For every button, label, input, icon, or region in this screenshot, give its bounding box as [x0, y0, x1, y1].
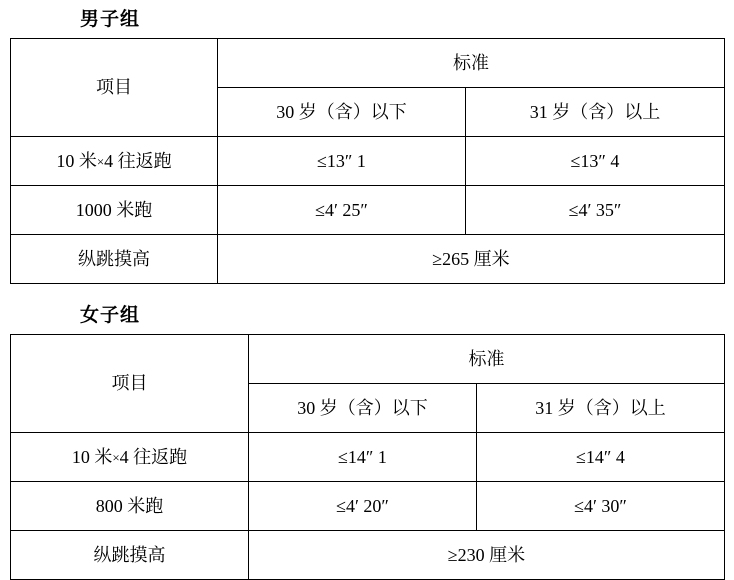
row-item-multiplier: × [112, 449, 120, 465]
mens-standards-table [10, 38, 725, 284]
header-age-group-2: 31 岁（含）以上 [466, 88, 725, 137]
row-value-merged: ≥230 厘米 [249, 531, 725, 580]
row-value-young: ≤4′ 25″ [218, 186, 466, 235]
table-header-row [11, 39, 725, 88]
header-item-cell: 项目 [11, 335, 249, 433]
table-row [11, 531, 725, 580]
row-item-suffix: 4 往返跑 [119, 446, 188, 467]
table-row [11, 235, 725, 284]
row-item-label: 800 米跑 [11, 482, 249, 531]
table-header-row [11, 335, 725, 384]
row-value-merged: ≥265 厘米 [218, 235, 725, 284]
row-item-label: 纵跳摸高 [11, 531, 249, 580]
row-value-old: ≤4′ 35″ [466, 186, 725, 235]
womens-group-section [0, 304, 734, 580]
row-item-suffix: 4 往返跑 [104, 150, 172, 171]
header-age-group-2: 31 岁（含）以上 [477, 384, 725, 433]
row-value-young: ≤4′ 20″ [249, 482, 477, 531]
row-item-prefix: 10 米 [71, 446, 113, 467]
table-row [11, 482, 725, 531]
row-value-old: ≤13″ 4 [466, 137, 725, 186]
mens-group-section [0, 8, 734, 284]
row-item-label: 1000 米跑 [11, 186, 218, 235]
row-value-young: ≤13″ 1 [218, 137, 466, 186]
header-standard-cell: 标准 [249, 335, 725, 384]
table-row [11, 186, 725, 235]
mens-group-title: 男子组 [80, 9, 141, 30]
header-item-cell: 项目 [11, 39, 218, 137]
header-standard-cell: 标准 [218, 39, 725, 88]
header-age-group-1: 30 岁（含）以下 [249, 384, 477, 433]
row-value-old: ≤14″ 4 [477, 433, 725, 482]
table-row [11, 137, 725, 186]
row-item-label: 纵跳摸高 [11, 235, 218, 284]
womens-standards-table [10, 334, 725, 580]
womens-group-title: 女子组 [80, 305, 141, 326]
row-value-old: ≤4′ 30″ [477, 482, 725, 531]
header-age-group-1: 30 岁（含）以下 [218, 88, 466, 137]
row-item-multiplier: × [96, 153, 105, 169]
row-item-label [11, 433, 249, 482]
row-item-prefix: 10 米 [56, 150, 97, 171]
table-row [11, 433, 725, 482]
row-value-young: ≤14″ 1 [249, 433, 477, 482]
row-item-label [11, 137, 218, 186]
